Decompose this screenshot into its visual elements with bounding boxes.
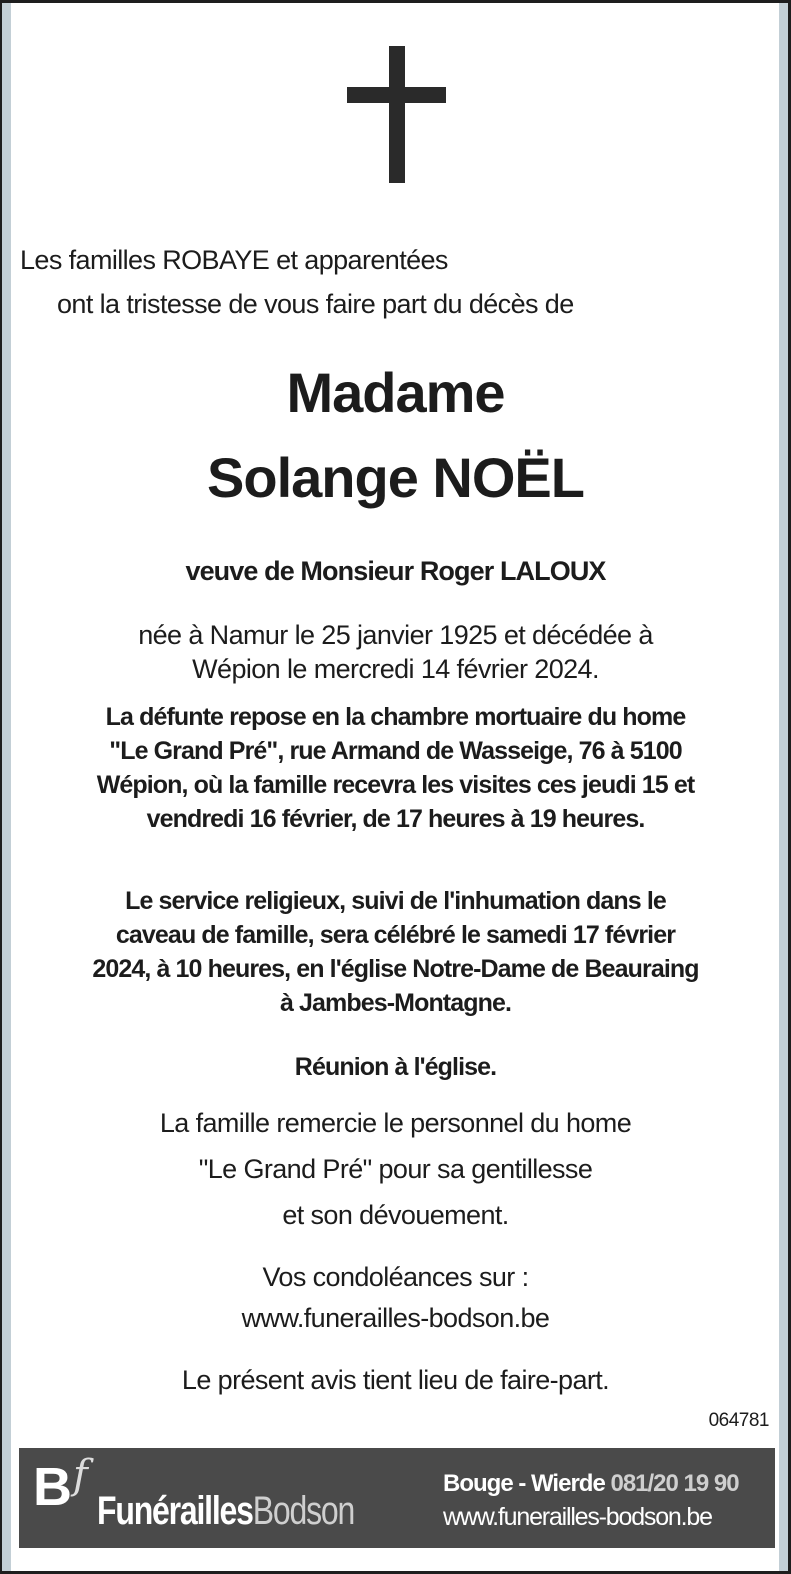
deceased-name: Solange NOËL — [207, 446, 584, 509]
funeral-home-banner — [19, 1448, 775, 1548]
notice-statement: Le présent avis tient lieu de faire-part. — [181, 1365, 610, 1395]
intro-line-1: Les familles ROBAYE et apparentées — [20, 245, 448, 275]
visitation-line: vendredi 16 février, de 17 heures à 19 heures. — [146, 805, 645, 833]
thanks-line: "Le Grand Pré" pour sa gentillesse — [198, 1154, 593, 1184]
thanks-line: La famille remercie le personnel du home — [159, 1108, 632, 1138]
birth-death-line: née à Namur le 25 janvier 1925 et décédée à — [138, 620, 653, 650]
brand-name-part1: Funérailles — [97, 1489, 253, 1533]
cross-vertical — [389, 46, 405, 183]
visitation-line: "Le Grand Pré", rue Armand de Wasseige, 76 à 5100 — [109, 737, 682, 765]
reference-code: 064781 — [708, 1410, 769, 1431]
widow-of: veuve de Monsieur Roger LALOUX — [185, 556, 606, 586]
service-line: à Jambes-Montagne. — [279, 989, 512, 1017]
service-line: 2024, à 10 heures, en l'église Notre-Dame de Beauraing — [92, 955, 699, 983]
visitation-line: La défunte repose en la chambre mortuaire du home — [105, 703, 686, 731]
logo-mark-f: f — [73, 1452, 88, 1498]
phone-number[interactable]: 081/20 19 90 — [610, 1470, 739, 1497]
condolences-label: Vos condoléances sur : — [262, 1262, 529, 1292]
contact-line — [443, 1470, 739, 1498]
intro-line-2: ont la tristesse de vous faire part du décès de — [57, 289, 574, 319]
thanks-line: et son dévouement. — [282, 1200, 509, 1230]
location: Bouge - Wierde — [443, 1470, 605, 1497]
cross-horizontal — [347, 87, 446, 103]
service-line: Le service religieux, suivi de l'inhumation dans le — [125, 887, 666, 915]
website-link[interactable]: www.funerailles-bodson.be — [443, 1503, 712, 1531]
birth-death-line: Wépion le mercredi 14 février 2024. — [192, 654, 599, 684]
brand-name-part2: Bodson — [252, 1489, 355, 1533]
logo-mark-b: B — [33, 1457, 72, 1517]
service-line: caveau de famille, sera célébré le samedi 17 février — [115, 921, 676, 949]
visitation-line: Wépion, où la famille recevra les visites ces jeudi 15 et — [96, 771, 695, 799]
brand-name — [97, 1488, 354, 1534]
meeting-note: Réunion à l'église. — [294, 1053, 497, 1081]
condolences-link[interactable]: www.funerailles-bodson.be — [241, 1303, 550, 1333]
deceased-title: Madame — [286, 361, 505, 424]
